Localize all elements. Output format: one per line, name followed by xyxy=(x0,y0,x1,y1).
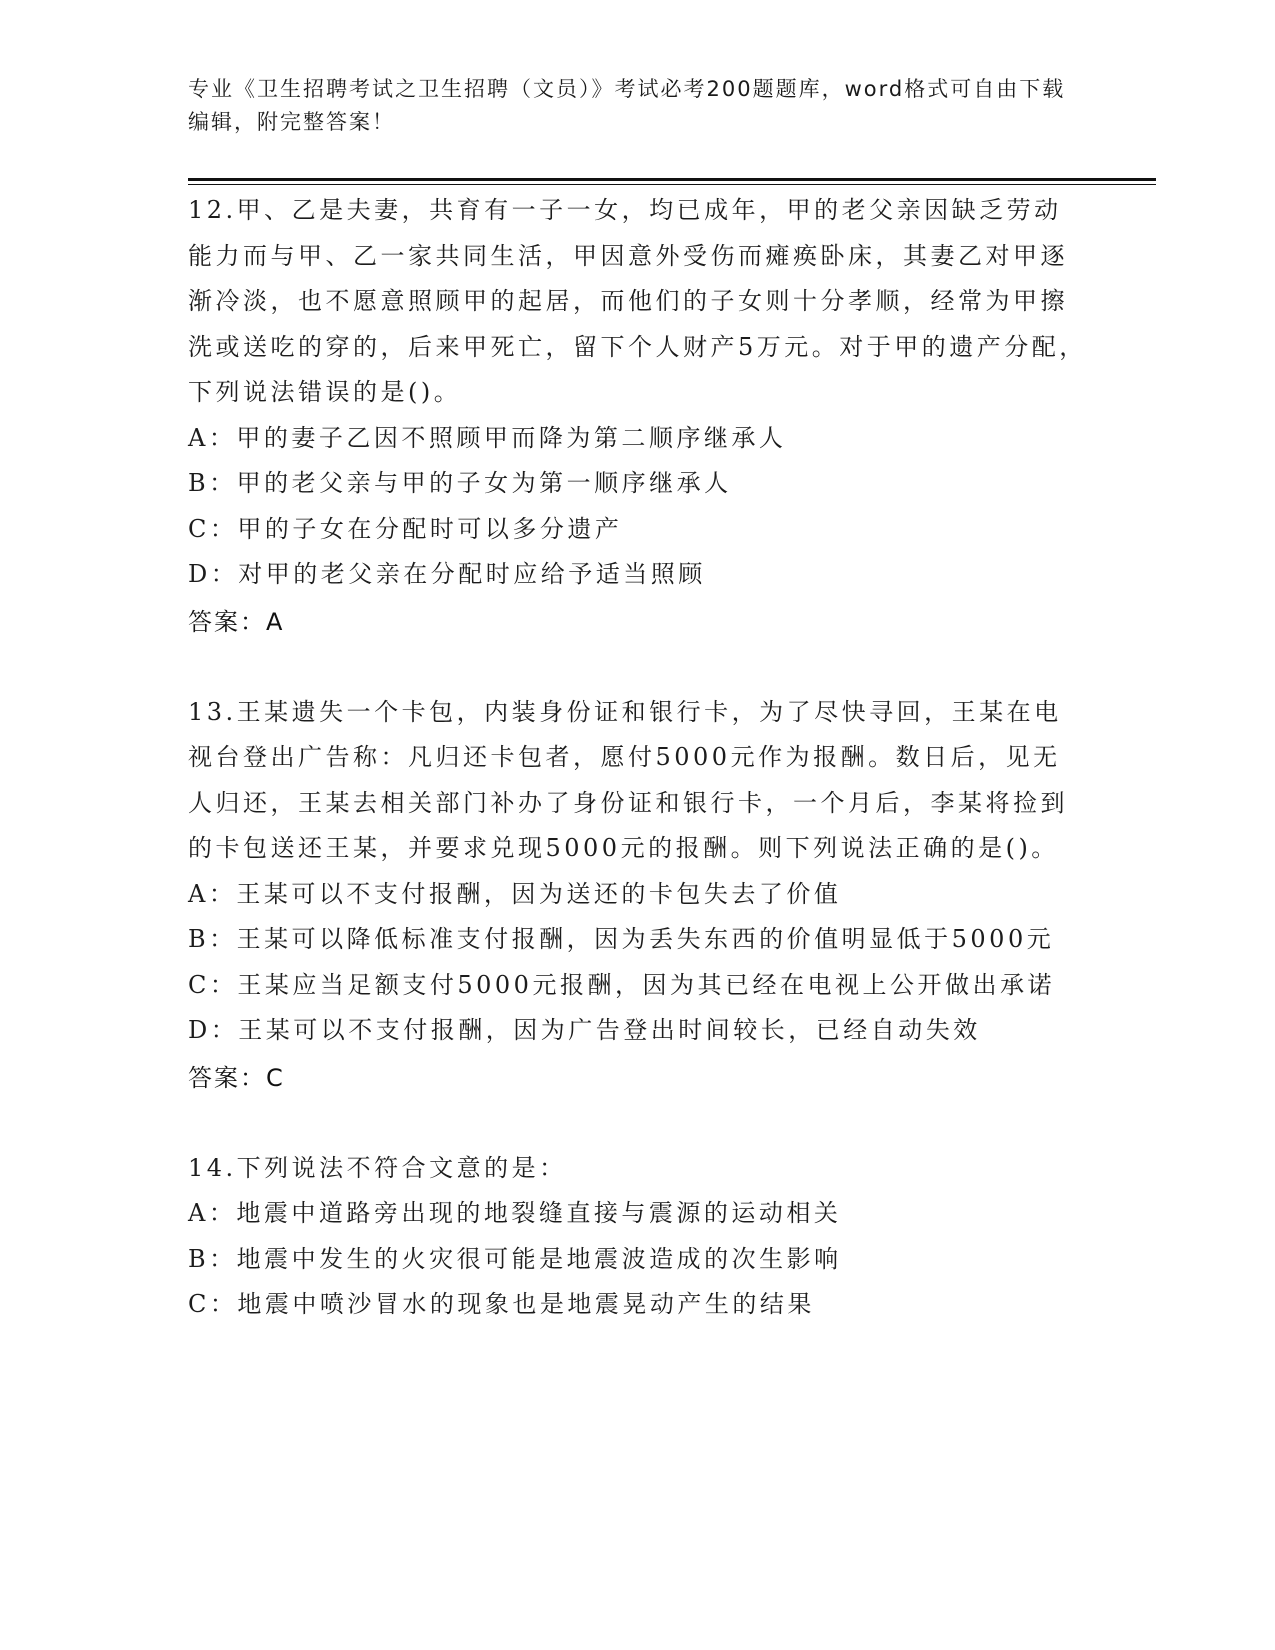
option-c: C：甲的子女在分配时可以多分遗产 xyxy=(188,514,623,543)
question-14 xyxy=(188,1146,1088,1328)
document-header: 专业《卫生招聘考试之卫生招聘（文员）》考试必考200题题库，word格式可自由下载编辑，附完整答案！ xyxy=(188,77,1066,134)
option-a: A：地震中道路旁出现的地裂缝直接与震源的运动相关 xyxy=(188,1199,842,1227)
question-spacer xyxy=(188,1102,1088,1146)
question-spacer xyxy=(188,646,1088,690)
header-divider-thick xyxy=(188,178,1156,181)
question-stem: 12.甲、乙是夫妻，共育有一子一女，均已成年，甲的老父亲因缺乏劳动能力而与甲、乙一家共同生活，甲因意外受伤而瘫痪卧床，其妻乙对甲逐渐冷淡，也不愿意照顾甲的起居，而他们的子女则十分孝顺，经常为甲擦洗或送吃的穿的，后来甲死亡，留下个人财产5万元。对于甲的遗产分配，下列说法错误的是()。 xyxy=(188,196,1087,406)
question-stem: 13.王某遗失一个卡包，内装身份证和银行卡，为了尽快寻回，王某在电视台登出广告称：凡归还卡包者，愿付5000元作为报酬。数日后，见无人归还，王某去相关部门补办了身份证和银行卡，一个月后，李某将捡到的卡包送还王某，并要求兑现5000元的报酬。则下列说法正确的是()。 xyxy=(188,697,1068,862)
option-d: D：王某可以不支付报酬，因为广告登出时间较长，已经自动失效 xyxy=(188,1016,981,1044)
option-b: B：地震中发生的火灾很可能是地震波造成的次生影响 xyxy=(188,1244,842,1273)
answer-line: 答案：C xyxy=(188,1063,285,1092)
option-c: C：地震中喷沙冒水的现象也是地震晃动产生的结果 xyxy=(188,1290,815,1318)
question-stem: 14.下列说法不符合文意的是： xyxy=(188,1153,567,1182)
question-12 xyxy=(188,188,1088,646)
option-a: A：甲的妻子乙因不照顾甲而降为第二顺序继承人 xyxy=(188,423,787,452)
option-c: C：王某应当足额支付5000元报酬，因为其已经在电视上公开做出承诺 xyxy=(188,970,1055,999)
option-b: B：王某可以降低标准支付报酬，因为丢失东西的价值明显低于5000元 xyxy=(188,925,1055,953)
header-divider-thin xyxy=(188,184,1156,185)
option-a: A：王某可以不支付报酬，因为送还的卡包失去了价值 xyxy=(188,879,842,908)
question-list xyxy=(188,188,1088,1328)
option-b: B：甲的老父亲与甲的子女为第一顺序继承人 xyxy=(188,469,732,497)
answer-line: 答案：A xyxy=(188,607,285,636)
question-13 xyxy=(188,690,1088,1102)
option-d: D：对甲的老父亲在分配时应给予适当照顾 xyxy=(188,560,706,588)
